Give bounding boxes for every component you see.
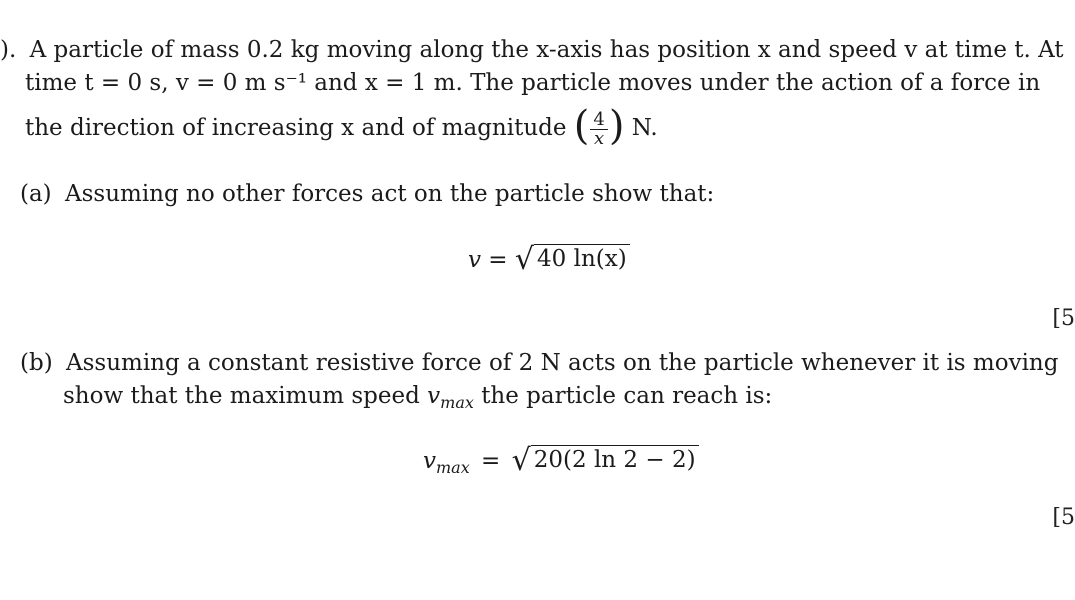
- force-numerator: 4: [590, 111, 607, 130]
- part-a-lhs: v =: [468, 247, 508, 273]
- part-a-prompt: [20, 180, 714, 208]
- intro-text-2: time t = 0 s, v = 0 m s⁻¹ and x = 1 m. The particle moves under the action of a force in: [25, 70, 1041, 96]
- intro-text-3: the direction of increasing x and of magnitude: [25, 115, 567, 141]
- sqrt-icon: √: [514, 242, 535, 277]
- left-paren: (: [573, 103, 590, 149]
- part-a-marks: [5: [1052, 306, 1075, 331]
- part-a-radicand: 40 ln(x): [534, 244, 630, 272]
- question-number: ).: [0, 37, 17, 63]
- vmax-symbol: v: [427, 383, 441, 409]
- force-unit: N.: [631, 115, 658, 141]
- part-a-text: Assuming no other forces act on the particle show that:: [64, 181, 715, 207]
- part-b-text-1: Assuming a constant resistive force of 2 N acts on the particle whenever it is moving: [65, 350, 1059, 376]
- right-paren: ): [608, 103, 625, 149]
- part-b-lhs-v: v: [423, 448, 436, 474]
- part-b-prompt-1: [20, 349, 1058, 377]
- part-b-equals: =: [481, 448, 501, 474]
- part-b-text-2a: show that the maximum speed: [63, 383, 420, 409]
- intro-line-1: [0, 36, 1064, 64]
- part-b-radicand: 20(2 ln 2 − 2): [531, 445, 699, 473]
- sqrt-icon: √: [511, 443, 531, 478]
- part-b-equation: [423, 445, 699, 477]
- intro-line-2: [25, 69, 1040, 97]
- force-denominator: x: [594, 127, 605, 149]
- part-b-sqrt: [511, 443, 699, 478]
- part-b-label: (b): [20, 350, 53, 376]
- force-fraction: [590, 108, 607, 149]
- part-a-sqrt: [514, 242, 630, 277]
- intro-text-1: A particle of mass 0.2 kg moving along the x-axis has position x and speed v at time t. At: [29, 37, 1064, 63]
- part-b-lhs-sub: max: [436, 458, 470, 477]
- part-a-label: (a): [20, 181, 52, 207]
- part-a-equation: [468, 242, 630, 277]
- intro-line-3: [25, 103, 658, 149]
- part-b-prompt-2: [63, 382, 772, 412]
- part-b-marks: [5: [1052, 505, 1075, 530]
- part-b-text-2b: the particle can reach is:: [481, 383, 773, 409]
- vmax-subscript: max: [440, 393, 474, 412]
